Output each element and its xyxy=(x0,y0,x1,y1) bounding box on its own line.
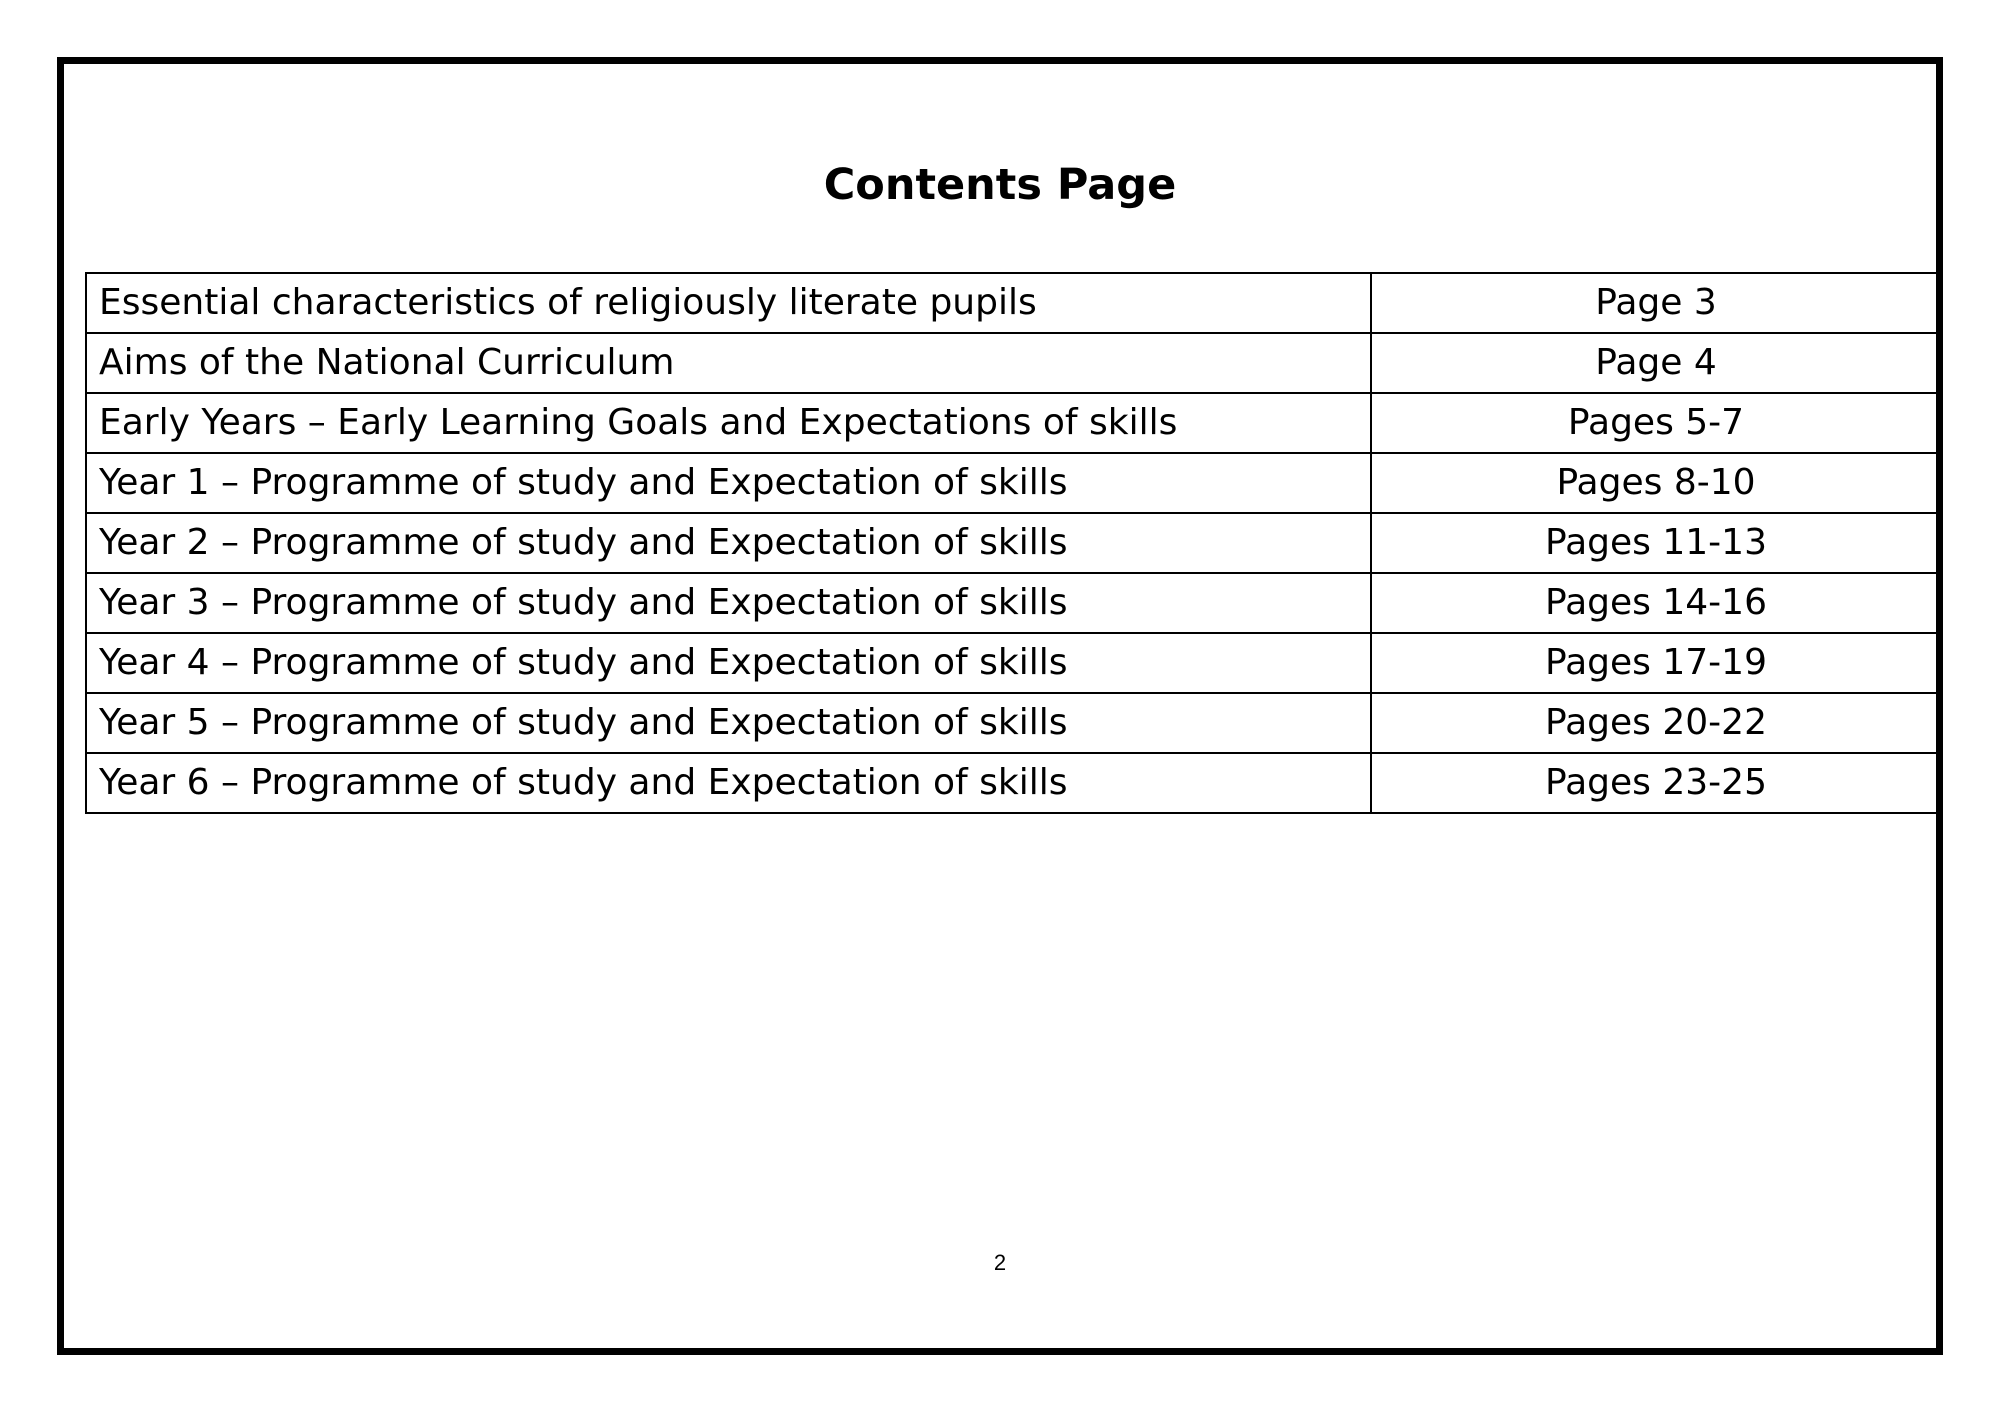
contents-section-title: Aims of the National Curriculum xyxy=(86,333,1371,393)
contents-section-title: Early Years – Early Learning Goals and Expectations of skills xyxy=(86,393,1371,453)
contents-row xyxy=(86,513,1940,573)
contents-page-range: Pages 23-25 xyxy=(1371,753,1940,813)
contents-page-range: Page 3 xyxy=(1371,273,1940,333)
contents-page-range: Pages 5-7 xyxy=(1371,393,1940,453)
contents-section-title: Year 1 – Programme of study and Expectation of skills xyxy=(86,453,1371,513)
page-number: 2 xyxy=(993,1250,1007,1275)
contents-row xyxy=(86,393,1940,453)
contents-row xyxy=(86,693,1940,753)
contents-section-title: Year 4 – Programme of study and Expectation of skills xyxy=(86,633,1371,693)
contents-section-title: Year 6 – Programme of study and Expectation of skills xyxy=(86,753,1371,813)
contents-row xyxy=(86,273,1940,333)
contents-page-range: Pages 14-16 xyxy=(1371,573,1940,633)
contents-page-range: Page 4 xyxy=(1371,333,1940,393)
contents-section-title: Year 5 – Programme of study and Expectation of skills xyxy=(86,693,1371,753)
contents-row xyxy=(86,573,1940,633)
contents-row xyxy=(86,753,1940,813)
contents-page-range: Pages 20-22 xyxy=(1371,693,1940,753)
contents-page-range: Pages 11-13 xyxy=(1371,513,1940,573)
contents-row xyxy=(86,453,1940,513)
contents-row xyxy=(86,333,1940,393)
contents-section-title: Year 3 – Programme of study and Expectation of skills xyxy=(86,573,1371,633)
contents-section-title: Year 2 – Programme of study and Expectation of skills xyxy=(86,513,1371,573)
contents-page-range: Pages 8-10 xyxy=(1371,453,1940,513)
contents-table xyxy=(85,272,1940,814)
contents-page-range: Pages 17-19 xyxy=(1371,633,1940,693)
contents-section-title: Essential characteristics of religiously literate pupils xyxy=(86,273,1371,333)
contents-row xyxy=(86,633,1940,693)
page-title: Contents Page xyxy=(823,160,1177,210)
